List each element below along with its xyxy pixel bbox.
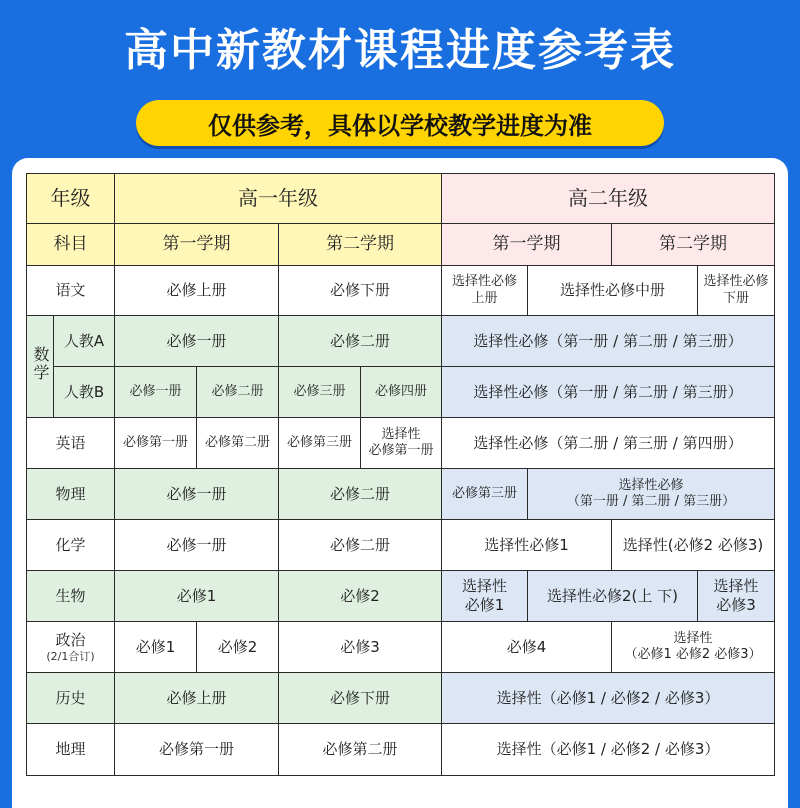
- cell-line: 选择性: [461, 577, 507, 596]
- subject-name: 语文: [27, 266, 115, 316]
- term-header-row: [27, 224, 775, 266]
- cell-line: 必修1: [464, 596, 505, 614]
- table-cell: 选择性（必修1 / 必修2 / 必修3）: [442, 673, 775, 724]
- edition-name: 人教A: [54, 316, 115, 367]
- grade2-term1-header: 第一学期: [442, 224, 612, 266]
- chemistry-row: [27, 520, 775, 571]
- table-cell: 必修下册: [279, 266, 442, 316]
- disclaimer-banner: [136, 100, 664, 146]
- cell-line: （必修1 必修2 必修3）: [624, 647, 762, 662]
- subject-name: [27, 622, 115, 673]
- curriculum-table: [26, 173, 775, 776]
- english-row: [27, 418, 775, 469]
- table-cell: [442, 266, 528, 316]
- cell-line: 选择性: [381, 426, 421, 442]
- math-subject-name: [27, 316, 54, 418]
- grade-label: 年级: [27, 174, 115, 224]
- cell-line: 必修3: [716, 596, 756, 614]
- table-cell: 必修四册: [361, 367, 442, 418]
- geography-row: [27, 724, 775, 776]
- table-cell: 必修第二册: [197, 418, 279, 469]
- table-cell: 选择性（必修1 / 必修2 / 必修3）: [442, 724, 775, 776]
- math-a-row: [27, 316, 775, 367]
- table-cell: 必修三册: [279, 367, 361, 418]
- math-b-row: [27, 367, 775, 418]
- subject-note: (2/1合订): [46, 649, 95, 663]
- grade-header-row: [27, 174, 775, 224]
- disclaimer-text: 仅供参考，具体以学校教学进度为准: [208, 111, 592, 140]
- subject-name: 历史: [27, 673, 115, 724]
- table-cell: 必修第三册: [442, 469, 528, 520]
- table-cell: 必修二册: [279, 469, 442, 520]
- biology-row: [27, 571, 775, 622]
- chinese-row: [27, 266, 775, 316]
- table-cell: 必修一册: [115, 469, 279, 520]
- grade2-header: 高二年级: [442, 174, 775, 224]
- table-cell: 必修一册: [115, 367, 197, 418]
- table-cell: 必修二册: [279, 316, 442, 367]
- grade1-header: 高一年级: [115, 174, 442, 224]
- physics-row: [27, 469, 775, 520]
- table-cell: 必修2: [197, 622, 279, 673]
- edition-name: 人教B: [54, 367, 115, 418]
- table-cell: 必修第二册: [279, 724, 442, 776]
- table-cell: 必修下册: [279, 673, 442, 724]
- cell-line: 下册: [722, 290, 749, 306]
- subject-name: 数学: [31, 346, 50, 383]
- table-cell: 必修上册: [115, 266, 279, 316]
- subject-name: 英语: [27, 418, 115, 469]
- table-cell: 必修二册: [197, 367, 279, 418]
- table-cell: 选择性(必修2 必修3): [612, 520, 775, 571]
- cell-line: 选择性: [673, 630, 713, 646]
- table-cell: 必修一册: [115, 520, 279, 571]
- history-row: [27, 673, 775, 724]
- subject-name: 生物: [27, 571, 115, 622]
- table-cell: 必修二册: [279, 520, 442, 571]
- grade2-term2-header: 第二学期: [612, 224, 775, 266]
- table-cell: 选择性必修中册: [528, 266, 698, 316]
- grade1-term1-header: 第一学期: [115, 224, 279, 266]
- table-cell: 必修上册: [115, 673, 279, 724]
- table-cell: 选择性必修（第二册 / 第三册 / 第四册）: [442, 418, 775, 469]
- table-cell: 必修第三册: [279, 418, 361, 469]
- table-cell: [698, 266, 775, 316]
- cell-line: 上册: [471, 290, 498, 306]
- table-cell: 选择性必修（第一册 / 第二册 / 第三册）: [442, 316, 775, 367]
- table-cell: [361, 418, 442, 469]
- subject-name: 物理: [27, 469, 115, 520]
- cell-line: 选择性必修: [618, 477, 684, 493]
- table-cell: [528, 469, 775, 520]
- cell-line: 选择性必修: [703, 274, 769, 290]
- table-cell: 选择性必修2(上 下): [528, 571, 698, 622]
- grade1-term2-header: 第二学期: [279, 224, 442, 266]
- subject-label: 科目: [27, 224, 115, 266]
- table-cell: [442, 571, 528, 622]
- cell-line: 必修第一册: [368, 443, 434, 458]
- subject-label: 政治: [55, 630, 86, 649]
- politics-row: [27, 622, 775, 673]
- table-cell: 必修1: [115, 622, 197, 673]
- table-cell: 必修1: [115, 571, 279, 622]
- table-cell: 选择性必修1: [442, 520, 612, 571]
- table-cell: [612, 622, 775, 673]
- subject-name: 化学: [27, 520, 115, 571]
- table-cell: 选择性必修（第一册 / 第二册 / 第三册）: [442, 367, 775, 418]
- table-cell: 必修2: [279, 571, 442, 622]
- table-cell: 必修一册: [115, 316, 279, 367]
- table-cell: 必修4: [442, 622, 612, 673]
- cell-line: 选择性必修: [451, 274, 517, 290]
- cell-line: （第一册 / 第二册 / 第三册）: [566, 494, 736, 509]
- subject-name: 地理: [27, 724, 115, 776]
- cell-line: 选择性: [713, 577, 759, 596]
- table-cell: [698, 571, 775, 622]
- page-title: 高中新教材课程进度参考表: [124, 25, 676, 76]
- table-cell: 必修第一册: [115, 418, 197, 469]
- table-cell: 必修第一册: [115, 724, 279, 776]
- table-cell: 必修3: [279, 622, 442, 673]
